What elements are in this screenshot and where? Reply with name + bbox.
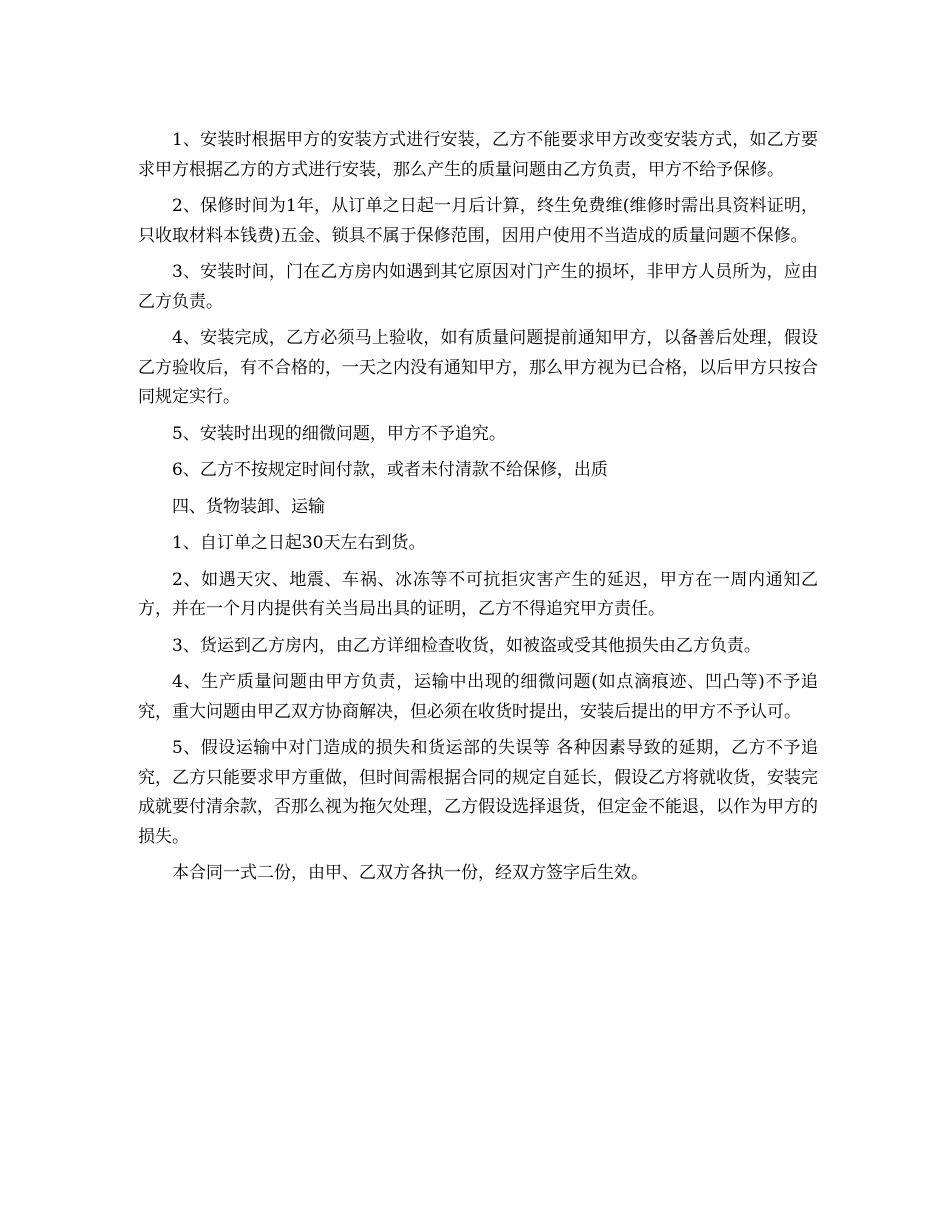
paragraph-force-majeure: 2、如遇天灾、地震、车祸、冰冻等不可抗拒灾害产生的延迟，甲方在一周内通知乙方，并在一个月内提供有关当局出具的证明，乙方不得追究甲方责任。 <box>138 569 818 619</box>
paragraph-copies-effect: 本合同一式二份，由甲、乙双方各执一份，经双方签字后生效。 <box>172 863 648 883</box>
paragraph-transport-loss: 5、假设运输中对门造成的损失和货运部的失误等 各种因素导致的延期，乙方不予追究，乙方只能要求甲方重做，但时间需根据合同的规定自延长，假设乙方将就收货，安装完成就要付清余款，否那么视为拖欠处理，乙方假设选择退货，但定金不能退，以作为甲方的损失。 <box>138 738 818 847</box>
document-body <box>138 126 818 896</box>
paragraph-delivery-time: 1、自订单之日起30天左右到货。 <box>172 533 426 553</box>
paragraph-payment: 6、乙方不按规定时间付款，或者未付清款不给保修，出质 <box>172 460 608 480</box>
paragraph-install-time-damage: 3、安装时间，门在乙方房内如遇到其它原因对门产生的损坏，非甲方人员所为，应由乙方负责。 <box>138 262 818 312</box>
paragraph-minor-issues: 5、安装时出现的细微问题，甲方不予追究。 <box>172 423 506 444</box>
paragraph-goods-inspection: 3、货运到乙方房内，由乙方详细检查收货，如被盗或受其他损失由乙方负责。 <box>172 635 761 656</box>
paragraph-quality-responsibility: 4、生产质量问题由甲方负责，运输中出现的细微问题(如点滴痕迹、凹凸等)不予追究，重大问题由甲乙双方协商解决，但必须在收货时提出，安装后提出的甲方不予认可。 <box>138 672 818 722</box>
paragraph-install-method: 1、安装时根据甲方的安装方式进行安装，乙方不能要求甲方改变安装方式，如乙方要求甲方根据乙方的方式进行安装，那么产生的质量问题由乙方负责，甲方不给予保修。 <box>138 130 818 180</box>
paragraph-warranty-period: 2、保修时间为1年，从订单之日起一月后计算，终生免费维(维修时需出具资料证明，只收取材料本钱费)五金、锁具不属于保修范围，因用户使用不当造成的质量问题不保修。 <box>138 196 818 246</box>
paragraph-acceptance: 4、安装完成，乙方必须马上验收，如有质量问题提前通知甲方，以备善后处理，假设乙方验收后，有不合格的，一天之内没有通知甲方，那么甲方视为已合格，以后甲方只按合同规定实行。 <box>138 328 818 407</box>
section-heading-loading-transport: 四、货物装卸、运输 <box>172 496 325 517</box>
